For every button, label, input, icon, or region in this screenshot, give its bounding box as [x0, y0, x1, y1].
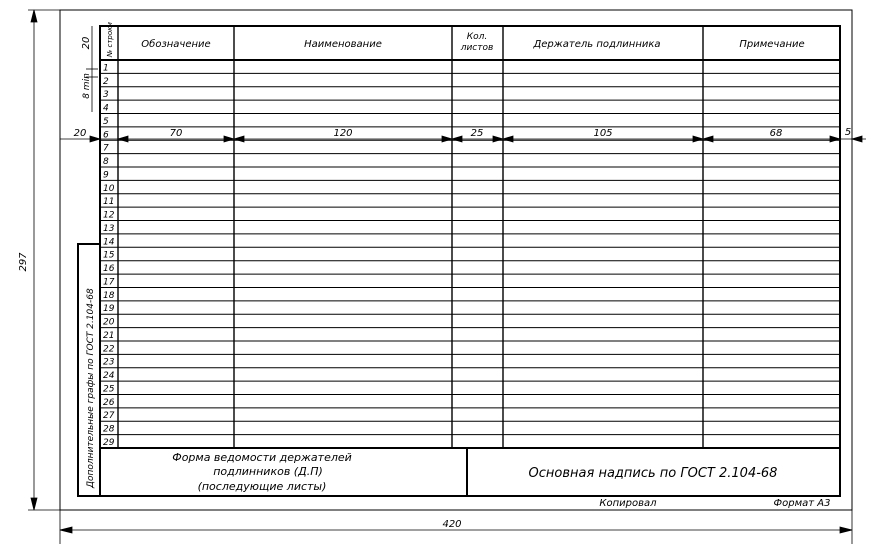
arrow-left-icon [503, 136, 513, 142]
copied-label: Копировал [599, 498, 657, 509]
form-title-line2: подлинников (Д.П) [213, 465, 323, 478]
row-number: 12 [103, 210, 115, 221]
row-number: 6 [103, 130, 109, 141]
form-title-line3: (последующие листы) [197, 480, 327, 493]
row-number: 23 [103, 357, 115, 368]
row-number: 27 [103, 411, 115, 422]
row-numbers [103, 63, 115, 448]
row-number: 8 [103, 157, 109, 168]
row-number: 15 [103, 250, 115, 261]
header-holder: Держатель подлинника [533, 39, 661, 50]
row-number: 14 [103, 237, 115, 248]
col-holder-dim: 105 [593, 128, 613, 139]
arrow-right-icon [493, 136, 503, 142]
row-number: 16 [103, 264, 115, 275]
form-title-line1: Форма ведомости держателей [172, 451, 352, 464]
row-number: 18 [103, 290, 115, 301]
row-number: 5 [103, 116, 109, 127]
col-designation-dim: 70 [169, 128, 183, 139]
header-name: Наименование [304, 39, 382, 50]
row-number: 28 [103, 424, 115, 435]
header-row-no: № строки [106, 22, 114, 57]
arrow-left-icon [452, 136, 462, 142]
sheet-width-label: 420 [442, 519, 462, 530]
left-margin-label: 20 [73, 128, 87, 139]
arrow-right-icon [90, 136, 100, 142]
arrow-right-icon [442, 136, 452, 142]
arrow-up-icon [31, 10, 37, 22]
header-height-label: 20 [81, 36, 92, 50]
side-columns-label: Дополнительные графы по ГОСТ 2.104-68 [86, 288, 96, 488]
row-number: 22 [103, 344, 115, 355]
row-number: 10 [103, 183, 115, 194]
arrow-right-icon [830, 136, 840, 142]
row-number: 17 [103, 277, 115, 288]
row-number: 2 [103, 76, 109, 87]
right-margin-label: 5 [844, 127, 852, 138]
row-number: 7 [103, 143, 109, 154]
col-name-dim: 120 [333, 128, 353, 139]
arrow-left-icon [703, 136, 713, 142]
arrow-right-icon [840, 527, 852, 533]
arrow-left-icon [234, 136, 244, 142]
arrow-left-icon [118, 136, 128, 142]
row-number: 21 [103, 330, 115, 341]
row-number: 19 [103, 304, 115, 315]
title-block-label: Основная надпись по ГОСТ 2.104-68 [528, 466, 778, 481]
table-outline [100, 26, 840, 448]
row-number: 4 [103, 103, 109, 114]
row-pitch-label: 8 min [82, 73, 92, 99]
row-number: 11 [103, 197, 115, 208]
arrow-left-icon [60, 527, 72, 533]
header-note: Примечание [739, 39, 805, 50]
row-number: 3 [103, 90, 109, 101]
arrow-right-icon [693, 136, 703, 142]
row-number: 26 [103, 397, 115, 408]
row-number: 29 [103, 438, 115, 448]
format-label: Формат А3 [773, 498, 831, 509]
sheet-height-label: 297 [18, 252, 29, 272]
col-sheets-dim: 25 [470, 128, 484, 139]
arrow-right-icon [224, 136, 234, 142]
row-number: 9 [103, 170, 109, 181]
header-designation: Обозначение [141, 39, 211, 50]
arrow-left-icon [852, 136, 862, 142]
row-number: 20 [103, 317, 115, 328]
col-note-dim: 68 [769, 128, 783, 139]
row-number: 1 [103, 63, 109, 74]
arrow-down-icon [31, 498, 37, 510]
row-number: 13 [103, 223, 115, 234]
header-sheets-line2: листов [460, 43, 494, 53]
row-number: 24 [103, 371, 115, 382]
row-number: 25 [103, 384, 115, 395]
header-sheets-line1: Кол. [466, 32, 488, 42]
